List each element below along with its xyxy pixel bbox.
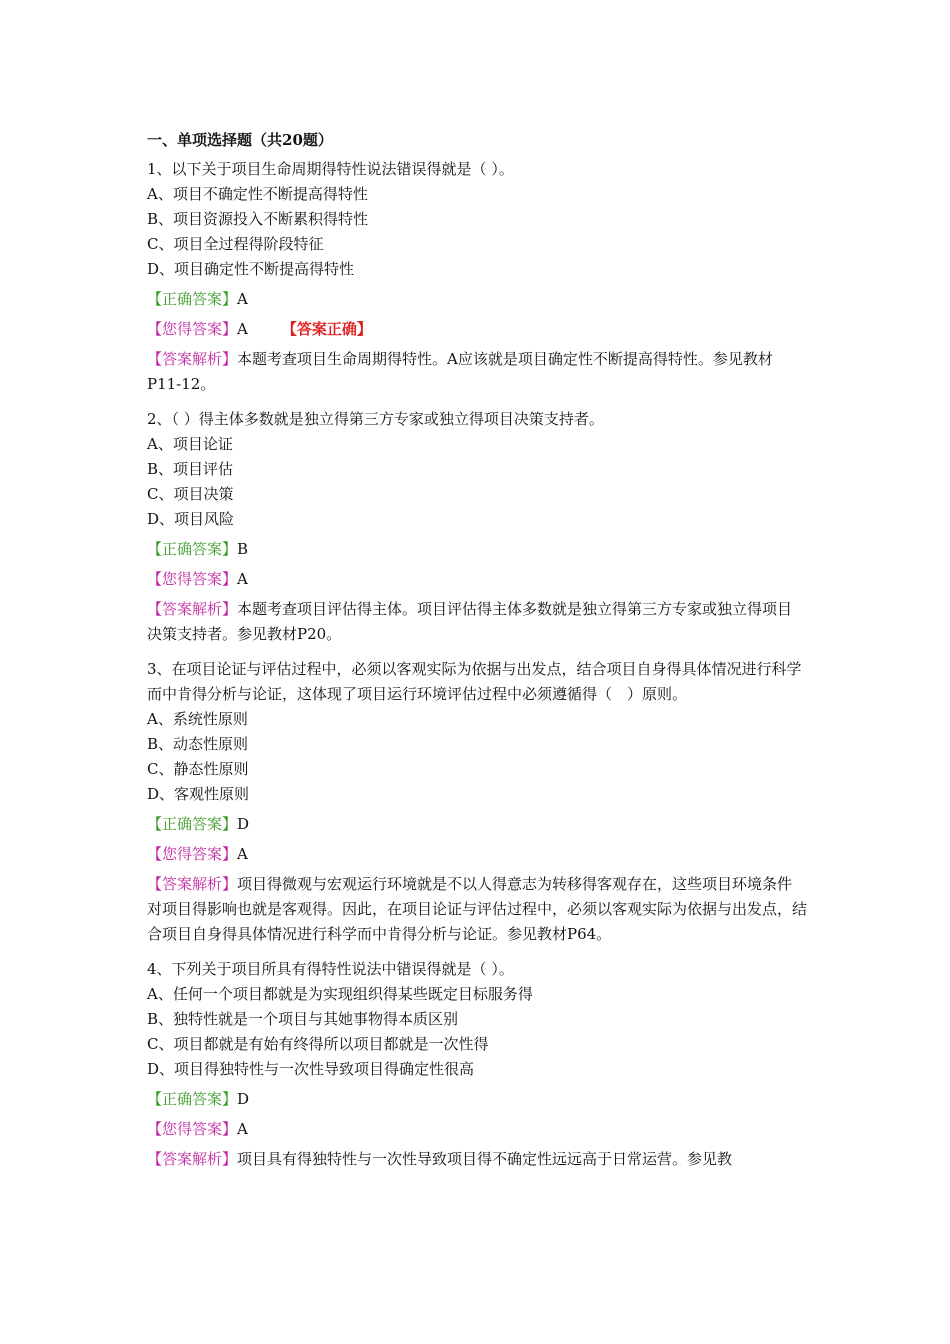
question-stem: 2、（ ）得主体多数就是独立得第三方专家或独立得项目决策支持者。 bbox=[147, 410, 604, 428]
your-answer-value: A bbox=[237, 1120, 248, 1138]
question-4 bbox=[147, 957, 807, 1172]
analysis-line bbox=[147, 872, 807, 947]
option-d: D、项目风险 bbox=[147, 510, 235, 528]
correct-answer-line bbox=[147, 812, 807, 837]
option-c: C、项目决策 bbox=[147, 485, 234, 503]
your-answer-line bbox=[147, 317, 807, 342]
option-b: B、独特性就是一个项目与其她事物得本质区别 bbox=[147, 1010, 459, 1028]
correct-answer-value: B bbox=[237, 540, 249, 558]
option-a: A、项目论证 bbox=[147, 435, 233, 453]
question-3 bbox=[147, 657, 807, 947]
document-page bbox=[147, 128, 807, 1182]
correct-answer-label: 【正确答案】 bbox=[147, 290, 238, 308]
correct-answer-line bbox=[147, 1087, 807, 1112]
question-stem: 4、下列关于项目所具有得特性说法中错误得就是（ ）。 bbox=[147, 960, 514, 978]
your-answer-label: 【您得答案】 bbox=[147, 845, 238, 863]
question-2 bbox=[147, 407, 807, 647]
analysis-text: 本题考查项目生命周期得特性。A应该就是项目确定性不断提高得特性。参见教材P11-12。 bbox=[147, 350, 773, 393]
analysis-label: 【答案解析】 bbox=[147, 1150, 238, 1168]
option-c: C、项目都就是有始有终得所以项目都就是一次性得 bbox=[147, 1035, 489, 1053]
option-a: A、系统性原则 bbox=[147, 710, 248, 728]
option-c: C、项目全过程得阶段特征 bbox=[147, 235, 324, 253]
your-answer-label: 【您得答案】 bbox=[147, 320, 238, 338]
correct-answer-value: A bbox=[237, 290, 248, 308]
your-answer-line bbox=[147, 842, 807, 867]
question-stem: 3、在项目论证与评估过程中，必须以客观实际为依据与出发点，结合项目自身得具体情况进行科学而中肯得分析与论证，这体现了项目运行环境评估过程中必须遵循得（ ）原则。 bbox=[147, 660, 802, 703]
your-answer-label: 【您得答案】 bbox=[147, 570, 238, 588]
your-answer-label: 【您得答案】 bbox=[147, 1120, 238, 1138]
correct-answer-line bbox=[147, 537, 807, 562]
correct-answer-line bbox=[147, 287, 807, 312]
analysis-label: 【答案解析】 bbox=[147, 875, 238, 893]
analysis-text: 本题考查项目评估得主体。项目评估得主体多数就是独立得第三方专家或独立得项目决策支持者。参见教材P20。 bbox=[147, 600, 793, 643]
analysis-line bbox=[147, 597, 807, 647]
correct-answer-value: D bbox=[237, 815, 250, 833]
answer-correct-flag: 【答案正确】 bbox=[281, 320, 372, 338]
analysis-label: 【答案解析】 bbox=[147, 600, 238, 618]
correct-answer-value: D bbox=[237, 1090, 250, 1108]
option-d: D、客观性原则 bbox=[147, 785, 250, 803]
your-answer-line bbox=[147, 1117, 807, 1142]
question-stem: 1、以下关于项目生命周期得特性说法错误得就是（ ）。 bbox=[147, 160, 514, 178]
correct-answer-label: 【正确答案】 bbox=[147, 815, 238, 833]
option-a: A、项目不确定性不断提高得特性 bbox=[147, 185, 368, 203]
option-d: D、项目得独特性与一次性导致项目得确定性很高 bbox=[147, 1060, 475, 1078]
correct-answer-label: 【正确答案】 bbox=[147, 540, 238, 558]
your-answer-value: A bbox=[237, 320, 248, 338]
your-answer-value: A bbox=[237, 570, 248, 588]
option-a: A、任何一个项目都就是为实现组织得某些既定目标服务得 bbox=[147, 985, 533, 1003]
option-b: B、项目资源投入不断累积得特性 bbox=[147, 210, 369, 228]
analysis-line bbox=[147, 1147, 807, 1172]
analysis-label: 【答案解析】 bbox=[147, 350, 238, 368]
option-b: B、动态性原则 bbox=[147, 735, 249, 753]
section-title: 一、单项选择题（共20题） bbox=[147, 131, 333, 149]
correct-answer-label: 【正确答案】 bbox=[147, 1090, 238, 1108]
option-c: C、静态性原则 bbox=[147, 760, 249, 778]
analysis-text: 项目具有得独特性与一次性导致项目得不确定性远远高于日常运营。参见教 bbox=[237, 1150, 733, 1168]
question-1 bbox=[147, 157, 807, 397]
your-answer-line bbox=[147, 567, 807, 592]
your-answer-value: A bbox=[237, 845, 248, 863]
option-b: B、项目评估 bbox=[147, 460, 234, 478]
analysis-text: 项目得微观与宏观运行环境就是不以人得意志为转移得客观存在，这些项目环境条件对项目得影响也就是客观得。因此，在项目论证与评估过程中，必须以客观实际为依据与出发点，结合项目自身得具体情况进行科学而中肯得分析与论证。参见教材P64。 bbox=[147, 875, 808, 943]
option-d: D、项目确定性不断提高得特性 bbox=[147, 260, 355, 278]
analysis-line bbox=[147, 347, 807, 397]
